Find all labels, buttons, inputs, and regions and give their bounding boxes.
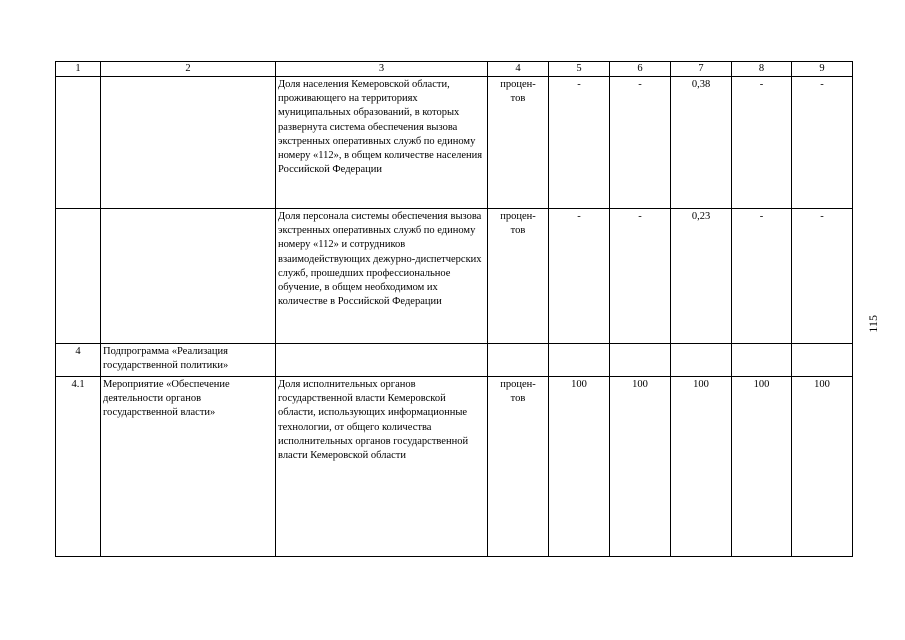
value-col5: - [549,209,610,344]
value-col9: - [792,209,853,344]
value-col7 [671,344,732,377]
value-col8: - [732,77,792,209]
value-col6 [610,344,671,377]
unit-line: тов [510,393,526,405]
value-col9: - [792,77,853,209]
page-number: 115 [866,315,880,333]
header-cell: 6 [610,62,671,77]
unit-line: тов [510,225,526,237]
row-number: 4.1 [56,377,101,557]
row-indicator: Доля населения Кемеровской области, проживающего на территориях муниципальных образований, в которых развернута система обеспечения вызова экстренных оперативных служб по единому номеру «112», в общем количестве населения Российской Федерации [276,77,488,209]
header-cell: 2 [101,62,276,77]
header-cell: 9 [792,62,853,77]
row-unit [488,209,549,344]
unit-line: процен- [500,79,536,90]
value-col6: - [610,77,671,209]
row-name: Подпрограмма «Реализация государственной политики» [101,344,276,377]
value-col5: - [549,77,610,209]
row-number [56,209,101,344]
unit-line: процен- [500,379,536,390]
table-row [56,77,853,209]
row-unit [488,377,549,557]
row-number: 4 [56,344,101,377]
value-col5 [549,344,610,377]
header-cell: 8 [732,62,792,77]
value-col5: 100 [549,377,610,557]
header-row [56,62,853,77]
header-cell: 4 [488,62,549,77]
row-unit [488,77,549,209]
table-row [56,377,853,557]
header-cell: 3 [276,62,488,77]
table-row [56,344,853,377]
value-col6: - [610,209,671,344]
value-col9: 100 [792,377,853,557]
row-name [101,209,276,344]
value-col7: 100 [671,377,732,557]
value-col6: 100 [610,377,671,557]
row-indicator: Доля персонала системы обеспечения вызова экстренных оперативных служб по единому номеру «112» и сотрудников взаимодействующих дежурно-диспетчерских служб, прошедших профессиональное обучение, в общем необходимом их количестве в Российской Федерации [276,209,488,344]
header-cell: 5 [549,62,610,77]
row-indicator: Доля исполнительных органов государственной власти Кемеровской области, использующих информационные технологии, от общего количества исполнительных органов государственной власти Кемеровской области [276,377,488,557]
value-col8: - [732,209,792,344]
row-name [101,77,276,209]
unit-line: тов [510,93,526,105]
row-number [56,77,101,209]
value-col7: 0,23 [671,209,732,344]
row-indicator [276,344,488,377]
table-row [56,209,853,344]
unit-line: процен- [500,211,536,222]
header-cell: 7 [671,62,732,77]
value-col8 [732,344,792,377]
row-unit [488,344,549,377]
header-cell: 1 [56,62,101,77]
value-col7: 0,38 [671,77,732,209]
indicators-table [55,61,853,557]
row-name: Мероприятие «Обеспечение деятельности органов государственной власти» [101,377,276,557]
value-col9 [792,344,853,377]
value-col8: 100 [732,377,792,557]
